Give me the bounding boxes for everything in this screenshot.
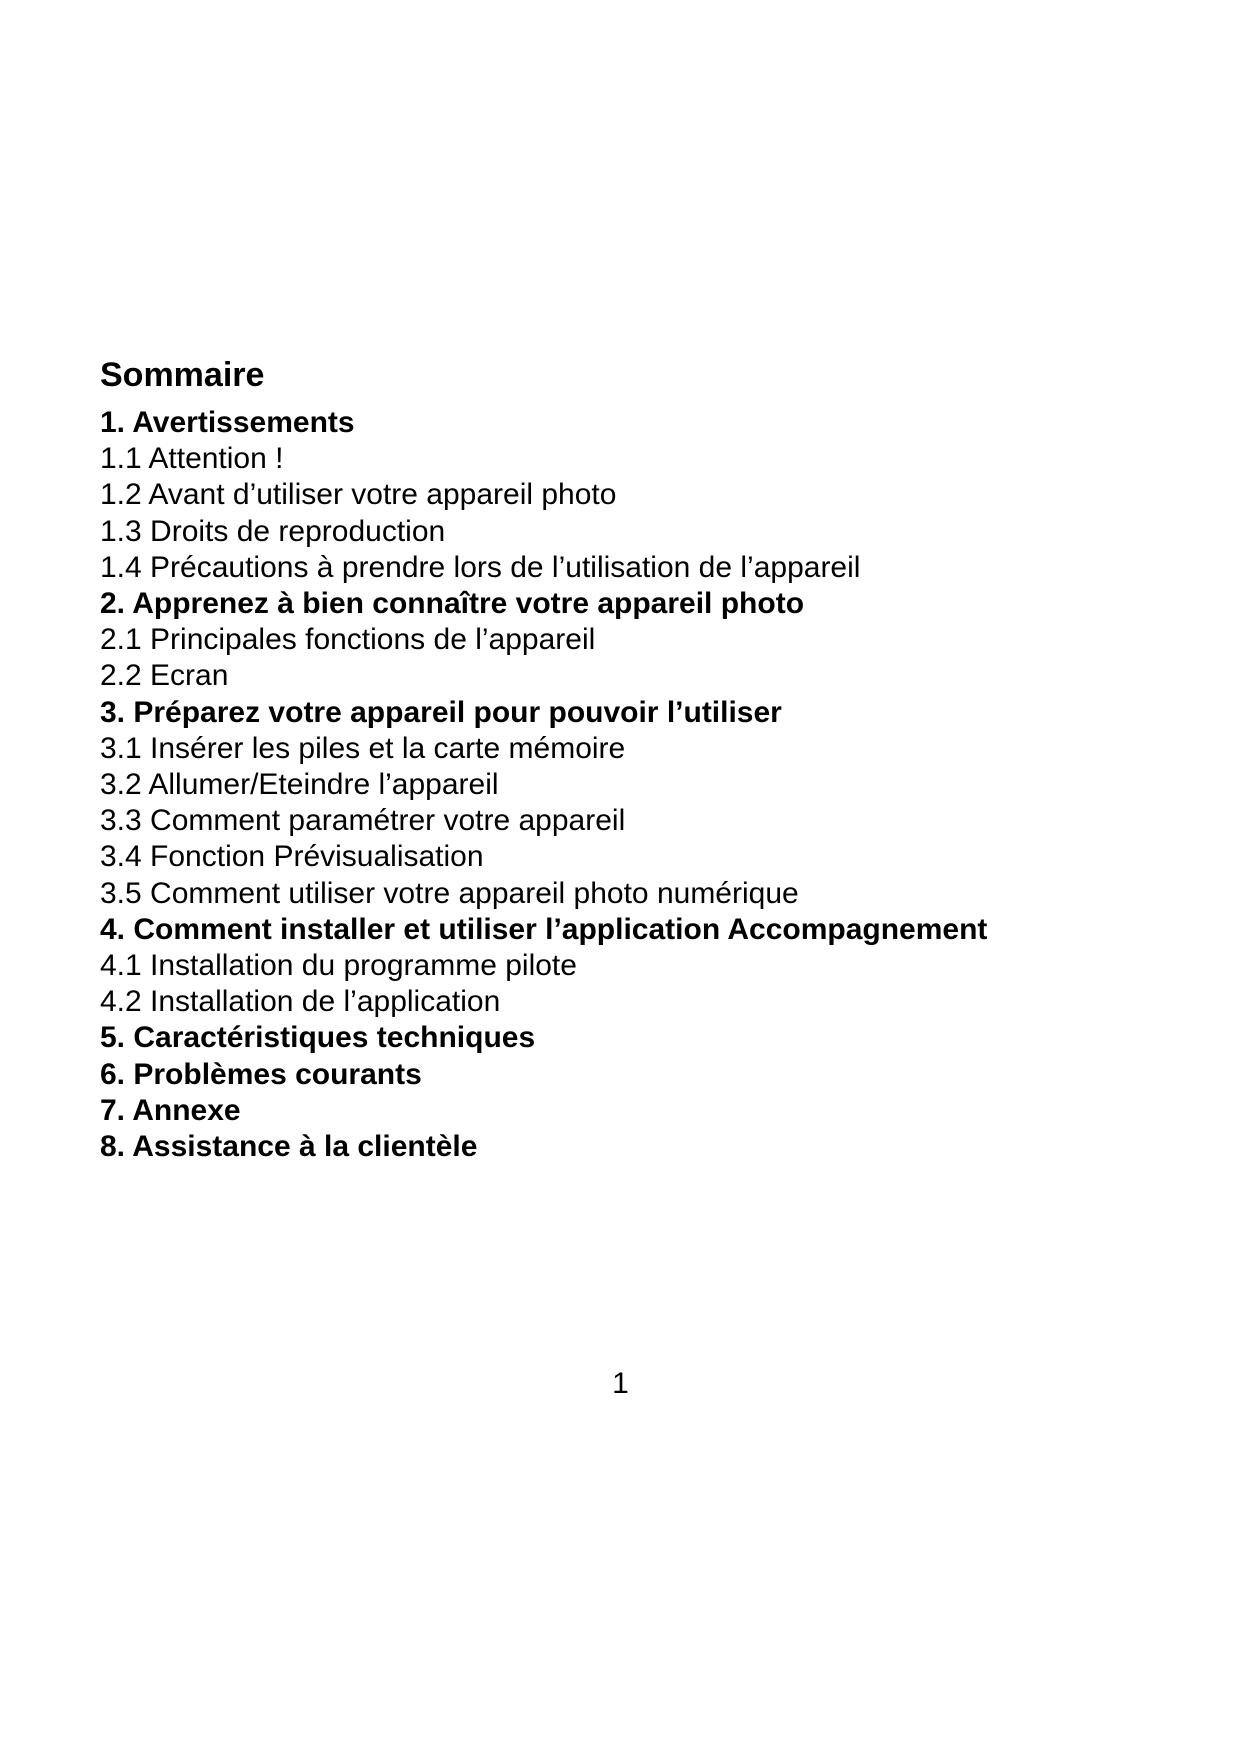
- toc-section-3-5: 3.5 Comment utiliser votre appareil photo numérique: [100, 876, 799, 910]
- toc-section-1-4: 1.4 Précautions à prendre lors de l’utilisation de l’appareil: [100, 550, 861, 584]
- toc-chapter-1: 1. Avertissements: [100, 406, 355, 439]
- toc-section-3-4: 3.4 Fonction Prévisualisation: [100, 840, 484, 874]
- toc-section-1-1: 1.1 Attention !: [100, 442, 284, 476]
- toc-chapter-6: 6. Problèmes courants: [100, 1057, 422, 1091]
- toc-chapter-4: 4. Comment installer et utiliser l’application Accompagnement: [100, 912, 988, 946]
- toc-chapter-8: 8. Assistance à la clientèle: [100, 1130, 478, 1164]
- toc-section-1-2: 1.2 Avant d’utiliser votre appareil photo: [100, 478, 617, 512]
- toc-chapter-3: 3. Préparez votre appareil pour pouvoir l’utiliser: [100, 695, 782, 729]
- table-of-contents: [100, 405, 987, 1165]
- toc-section-3-3: 3.3 Comment paramétrer votre appareil: [100, 804, 626, 838]
- toc-section-3-2: 3.2 Allumer/Eteindre l’appareil: [100, 768, 499, 802]
- toc-section-3-1: 3.1 Insérer les piles et la carte mémoire: [100, 731, 626, 765]
- toc-chapter-2: 2. Apprenez à bien connaître votre appareil photo: [100, 587, 805, 621]
- page-number: 1: [612, 1367, 629, 1400]
- page-title: Sommaire: [100, 356, 265, 394]
- toc-section-2-1: 2.1 Principales fonctions de l’appareil: [100, 623, 596, 657]
- toc-section-4-2: 4.2 Installation de l’application: [100, 985, 501, 1019]
- toc-section-4-1: 4.1 Installation du programme pilote: [100, 949, 577, 983]
- toc-section-1-3: 1.3 Droits de reproduction: [100, 514, 446, 548]
- toc-section-2-2: 2.2 Ecran: [100, 659, 229, 693]
- toc-chapter-5: 5. Caractéristiques techniques: [100, 1021, 536, 1055]
- toc-chapter-7: 7. Annexe: [100, 1093, 241, 1127]
